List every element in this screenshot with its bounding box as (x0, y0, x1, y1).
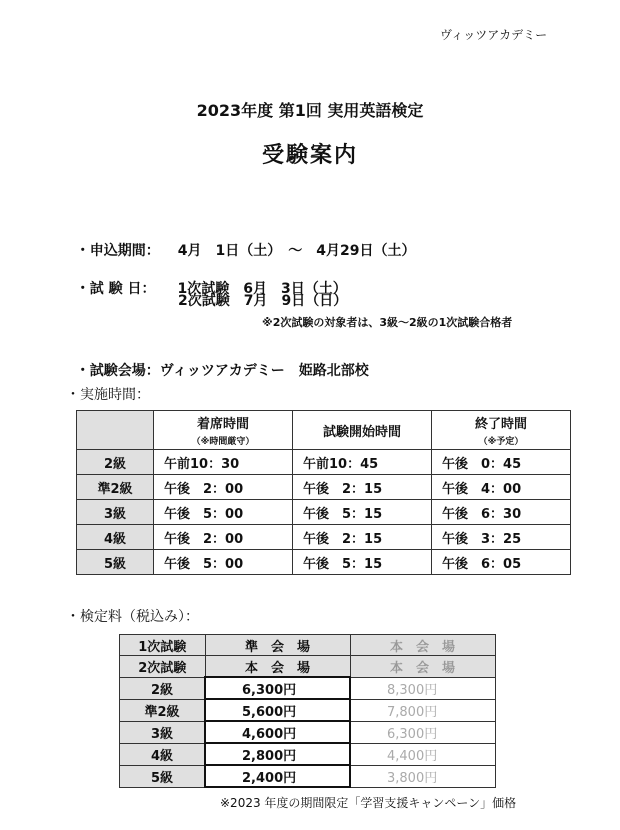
fee-campaign-price: 4,600円 (205, 721, 350, 743)
table-row (77, 550, 571, 575)
schedule-end-time: 午後 6：05 (432, 550, 571, 575)
table-row (77, 525, 571, 550)
fee-header-row (120, 656, 496, 678)
venue (66, 344, 369, 380)
fee-header-main-venue: 本 会 場 (350, 656, 495, 678)
table-row (77, 500, 571, 525)
schedule-level: 2級 (77, 450, 154, 475)
schedule-end-time: 午後 6：30 (432, 500, 571, 525)
fee-regular-price: 6,300円 (350, 721, 495, 743)
fee-regular-price: 4,400円 (350, 743, 495, 765)
schedule-table (76, 410, 571, 575)
fee-regular-price: 7,800円 (350, 699, 495, 721)
schedule-seat-time: 午前10：30 (154, 450, 293, 475)
fee-level: 準2級 (120, 699, 206, 721)
schedule-level: 3級 (77, 500, 154, 525)
fee-header-row (120, 635, 496, 656)
schedule-start-time: 午前10：45 (293, 450, 432, 475)
application-label: ・申込期間： (75, 243, 160, 259)
organization-name: ヴィッツアカデミー (440, 28, 548, 42)
fee-campaign-price: 2,800円 (205, 743, 350, 765)
venue-label: ・試験会場： (75, 363, 160, 379)
application-period (66, 224, 415, 260)
schedule-level: 5級 (77, 550, 154, 575)
page-title: 受験案内 (261, 143, 358, 168)
fee-level: 3級 (120, 721, 206, 743)
table-row (77, 475, 571, 500)
exam-date-first-value: 1次試験 6月 3日（土） (177, 281, 347, 297)
schedule-seat-time: 午後 5：00 (154, 500, 293, 525)
table-row (120, 699, 496, 721)
schedule-level: 準2級 (77, 475, 154, 500)
schedule-corner-cell (77, 411, 154, 450)
fee-campaign-price: 2,400円 (205, 765, 350, 787)
schedule-header-end-sub: （※予定） (478, 437, 524, 447)
fee-header-quasi-venue: 準 会 場 (205, 635, 350, 656)
fee-level: 4級 (120, 743, 206, 765)
fee-campaign-price: 5,600円 (205, 699, 350, 721)
schedule-header-row (77, 411, 571, 450)
schedule-end-time: 午後 0：45 (432, 450, 571, 475)
fee-campaign-price: 6,300円 (205, 677, 350, 699)
fee-header-quasi-venue: 本 会 場 (205, 656, 350, 678)
schedule-start-time: 午後 5：15 (293, 500, 432, 525)
exam-date-second: 2次試験 7月 9日（日） (178, 293, 348, 309)
schedule-seat-time: 午後 2：00 (154, 525, 293, 550)
table-row (120, 721, 496, 743)
schedule-seat-time: 午後 5：00 (154, 550, 293, 575)
schedule-header-seat (154, 411, 293, 450)
schedule-start-time: 午後 5：15 (293, 550, 432, 575)
table-row (120, 677, 496, 699)
fee-table (119, 634, 496, 788)
fee-header-label: 2次試験 (120, 656, 206, 678)
schedule-header-start-label: 試験開始時間 (322, 424, 401, 440)
exam-title: 2023年度 第1回 実用英語検定 (196, 101, 424, 120)
table-row (120, 743, 496, 765)
application-value: 4月 1日（土） ～ 4月29日（土） (177, 243, 416, 259)
schedule-seat-time: 午後 2：00 (154, 475, 293, 500)
fee-regular-price: 8,300円 (350, 677, 495, 699)
fee-level: 2級 (120, 677, 206, 699)
schedule-label: ・実施時間： (66, 387, 150, 403)
fee-level: 5級 (120, 765, 206, 787)
exam-date-label: ・試 験 日： (75, 281, 156, 297)
schedule-level: 4級 (77, 525, 154, 550)
schedule-end-time: 午後 4：00 (432, 475, 571, 500)
fees-label: ・検定料（税込み）： (66, 609, 199, 625)
schedule-header-seat-sub: （※時間厳守） (191, 437, 255, 447)
fee-regular-price: 3,800円 (350, 765, 495, 787)
table-row (77, 450, 571, 475)
schedule-header-end (432, 411, 571, 450)
schedule-header-start (293, 411, 432, 450)
schedule-end-time: 午後 3：25 (432, 525, 571, 550)
schedule-start-time: 午後 2：15 (293, 475, 432, 500)
exam-date-note: ※2次試験の対象者は、3級～2級の1次試験合格者 (262, 316, 513, 329)
fee-header-label: 1次試験 (120, 635, 206, 656)
schedule-header-seat-label: 着席時間 (196, 417, 249, 432)
fee-header-main-venue: 本 会 場 (350, 635, 495, 656)
table-row (120, 765, 496, 787)
venue-value: ヴィッツアカデミー 姫路北部校 (159, 363, 369, 379)
schedule-header-end-label: 終了時間 (474, 417, 527, 432)
schedule-start-time: 午後 2：15 (293, 525, 432, 550)
fee-footnote: ※2023 年度の期間限定「学習支援キャンペーン」価格 (220, 796, 517, 810)
